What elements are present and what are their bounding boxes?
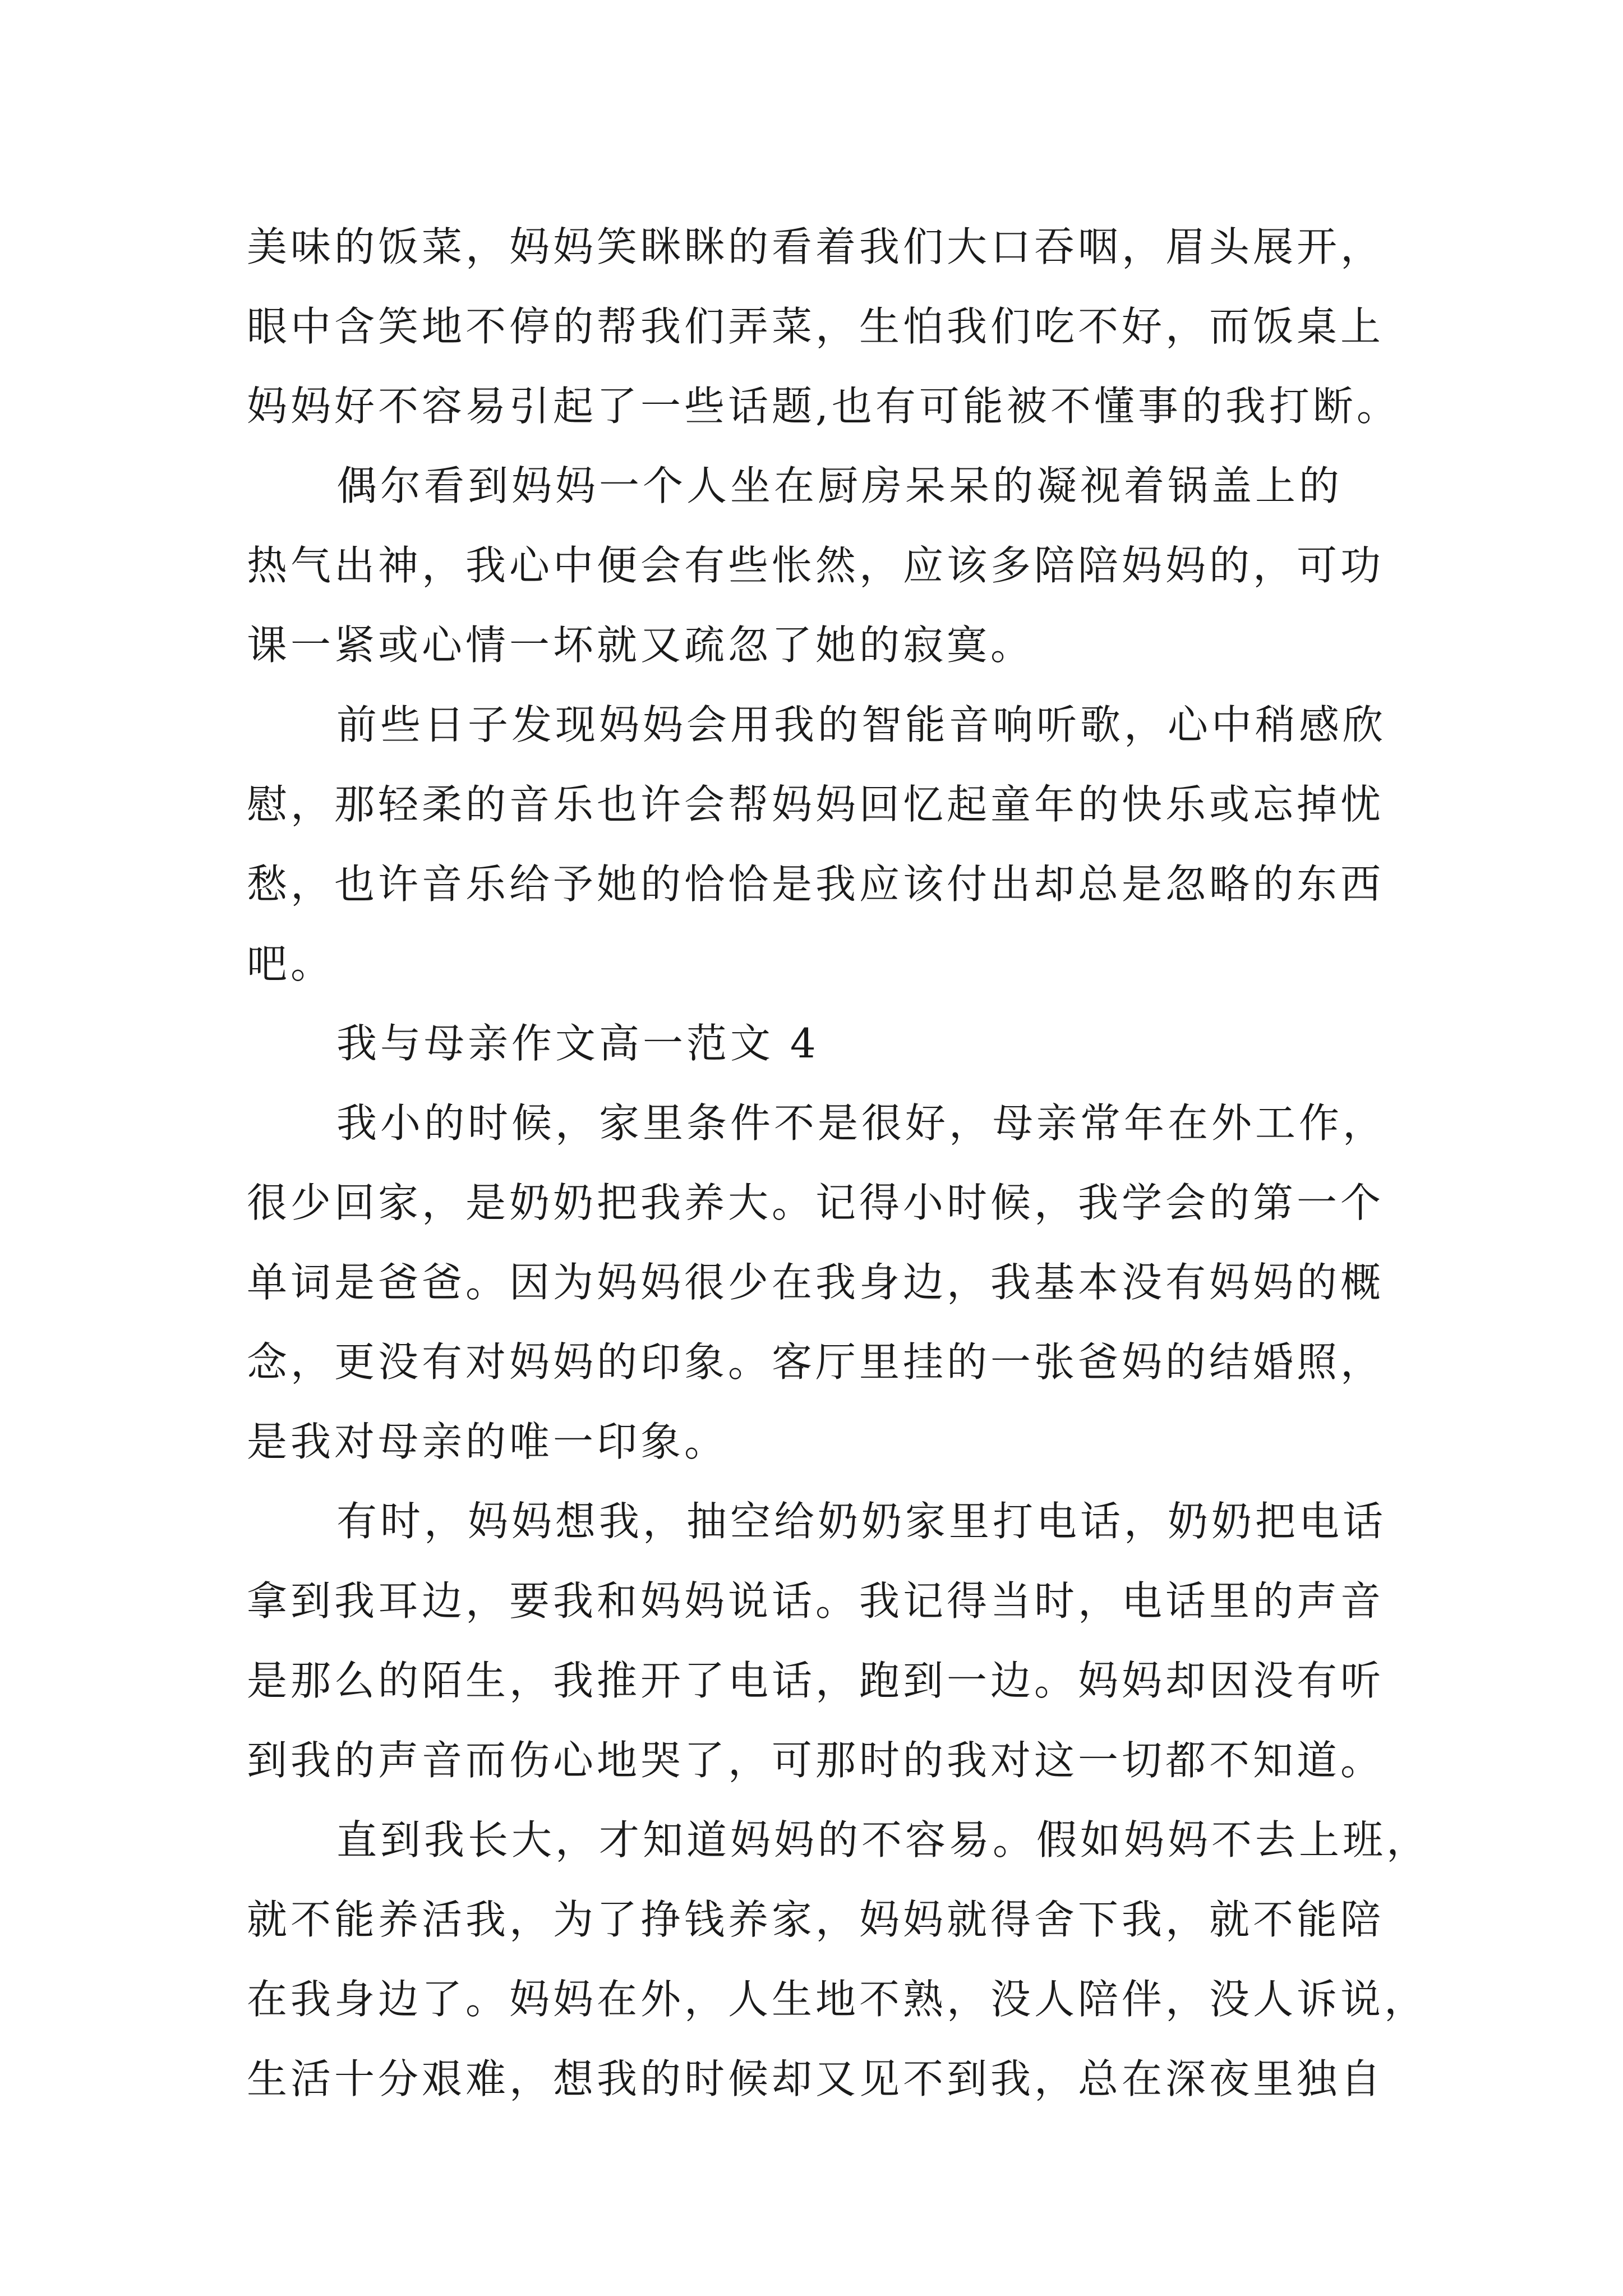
text-line: 妈妈好不容易引起了一些话题,也有可能被不懂事的我打断。	[247, 383, 1400, 430]
text-line: 美味的饭菜，妈妈笑眯眯的看着我们大口吞咽，眉头展开，	[247, 223, 1385, 270]
text-line: 吧。	[247, 940, 335, 987]
paragraph-start-line: 有时，妈妈想我，抽空给奶奶家里打电话，奶奶把电话	[336, 1498, 1387, 1545]
text-line: 愁，也许音乐给予她的恰恰是我应该付出却总是忽略的东西	[247, 861, 1385, 908]
section-heading: 我与母亲作文高一范文 4	[336, 1020, 819, 1067]
text-line: 课一紧或心情一坏就又疏忽了她的寂寞。	[247, 622, 1035, 669]
text-line: 热气出神，我心中便会有些怅然，应该多陪陪妈妈的，可功	[247, 542, 1385, 589]
text-line: 眼中含笑地不停的帮我们弄菜，生怕我们吃不好，而饭桌上	[247, 303, 1385, 350]
text-line: 是我对母亲的唯一印象。	[247, 1418, 728, 1465]
text-line: 是那么的陌生，我推开了电话，跑到一边。妈妈却因没有听	[247, 1657, 1385, 1704]
paragraph-start-line: 偶尔看到妈妈一个人坐在厨房呆呆的凝视着锅盖上的	[336, 462, 1343, 509]
text-line: 很少回家，是奶奶把我养大。记得小时候，我学会的第一个	[247, 1179, 1385, 1226]
text-line: 拿到我耳边，要我和妈妈说话。我记得当时，电话里的声音	[247, 1577, 1385, 1625]
paragraph-start-line: 直到我长大，才知道妈妈的不容易。假如妈妈不去上班，	[336, 1816, 1431, 1864]
text-line: 在我身边了。妈妈在外，人生地不熟，没人陪伴，没人诉说，	[247, 1976, 1428, 2023]
paragraph-start-line: 前些日子发现妈妈会用我的智能音响听歌，心中稍感欣	[336, 701, 1387, 748]
text-line: 到我的声音而伤心地哭了，可那时的我对这一切都不知道。	[247, 1737, 1385, 1784]
paragraph-start-line: 我小的时候，家里条件不是很好，母亲常年在外工作，	[336, 1099, 1387, 1147]
text-line: 生活十分艰难，想我的时候却又见不到我，总在深夜里独自	[247, 2055, 1385, 2102]
text-line: 单词是爸爸。因为妈妈很少在我身边，我基本没有妈妈的概	[247, 1259, 1385, 1306]
text-line: 就不能养活我，为了挣钱养家，妈妈就得舍下我，就不能陪	[247, 1896, 1385, 1943]
text-line: 念，更没有对妈妈的印象。客厅里挂的一张爸妈的结婚照，	[247, 1338, 1385, 1386]
text-line: 慰，那轻柔的音乐也许会帮妈妈回忆起童年的快乐或忘掉忧	[247, 781, 1385, 828]
